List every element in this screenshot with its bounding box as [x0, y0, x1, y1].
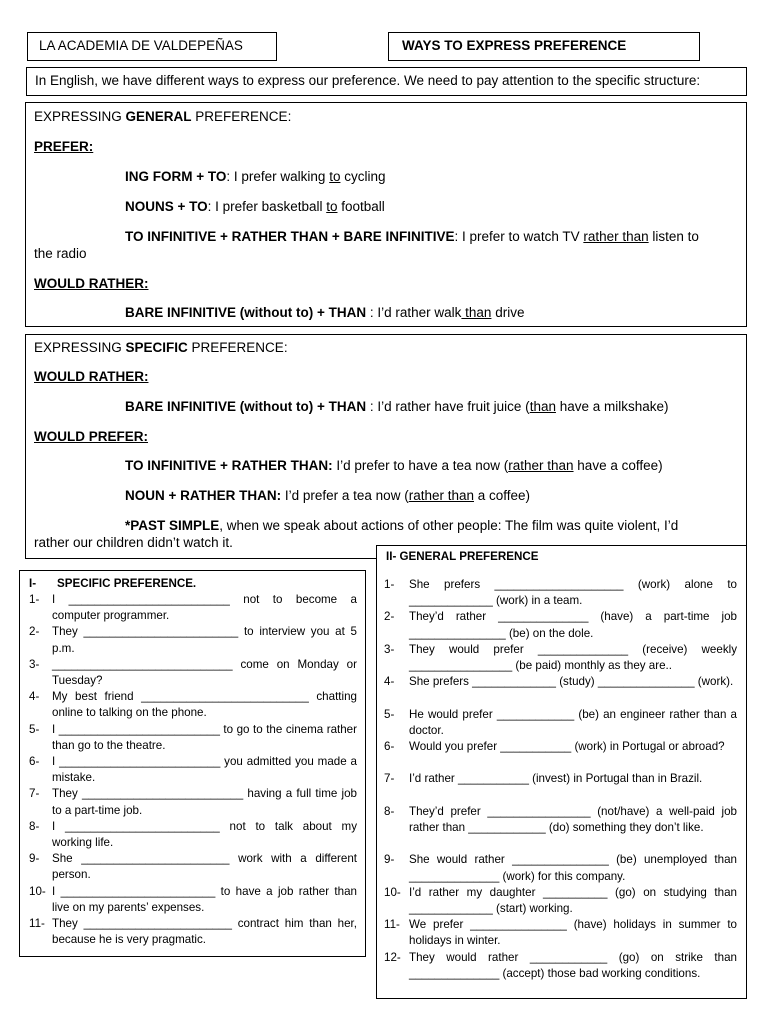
exercise-item-text: She prefers _____________ (study) _______________ (work). — [409, 675, 734, 689]
exercise-item-text: They would rather ____________ (go) on strike than ______________ (accept) those bad working conditions. — [409, 950, 737, 980]
exercise-item-text: They _________________________ having a full time job to a part-time job. — [52, 787, 357, 817]
exercise-item-number: 7- — [384, 772, 395, 786]
exercise-general-title: II- GENERAL PREFERENCE — [386, 550, 539, 563]
specific-bare-rule — [125, 399, 669, 415]
infinitive-underline: rather than — [583, 229, 649, 244]
infinitive-example: : I prefer to watch TV — [454, 229, 584, 244]
exercise-specific-number: I- — [29, 577, 37, 590]
exercise-item-number: 2- — [29, 625, 40, 639]
exercise-item-text: They’d rather ______________ (have) a part-time job _______________ (be) on the dole. — [409, 610, 737, 640]
nouns-example-end: football — [337, 199, 385, 214]
nouns-underline: to — [326, 199, 338, 214]
exercise-item-text: I _________________________ to go to the cinema rather than go to the theatre. — [52, 722, 357, 752]
exercise-item-text: I’d rather ___________ (invest) in Portugal than in Brazil. — [409, 772, 703, 786]
infinitive-example-end: listen to — [648, 229, 699, 244]
nouns-rule — [125, 199, 385, 215]
exercise-item-number: 1- — [384, 578, 395, 591]
infinitive-label: TO INFINITIVE + RATHER THAN + BARE INFINITIVE — [125, 229, 455, 244]
bare-infinitive-underline: than — [461, 305, 492, 320]
bare-infinitive-label: BARE INFINITIVE (without to) + THAN — [125, 305, 367, 320]
nouns-label: NOUNS + TO — [125, 199, 208, 214]
prefer-heading: PREFER: — [34, 139, 94, 154]
exercise-item-text: My best friend __________________________ chatting online to talking on the phone. — [52, 690, 357, 720]
ing-form-example: : I prefer walking — [226, 169, 330, 184]
specific-bare-example-end: have a milkshake) — [555, 399, 669, 414]
past-simple-rule — [125, 518, 678, 534]
specific-infinitive-underline: rather than — [508, 458, 574, 473]
specific-infinitive-example: I’d prefer to have a tea now ( — [332, 458, 509, 473]
exercise-item-number: 12- — [384, 950, 401, 964]
exercise-item-number: 8- — [29, 819, 40, 833]
exercise-general-box — [376, 545, 747, 999]
past-simple-label: *PAST SIMPLE — [125, 518, 220, 533]
exercise-item-text: They’d prefer ________________ (not/have) a well-paid job rather than ____________ (do) something they don’t like. — [409, 804, 737, 834]
exercise-item-number: 5- — [384, 707, 395, 721]
specific-infinitive-rule — [125, 458, 663, 474]
past-simple-example-continued: rather our children didn’t watch it. — [34, 535, 233, 550]
general-title — [34, 109, 291, 125]
specific-title — [34, 340, 288, 356]
ing-form-rule — [125, 169, 385, 185]
exercise-item-number: 10- — [384, 885, 401, 899]
ing-form-example-end: cycling — [340, 169, 386, 184]
nouns-example: : I prefer basketball — [207, 199, 327, 214]
exercise-specific-box — [19, 570, 366, 957]
specific-bare-underline: than — [529, 399, 556, 414]
specific-would-rather-heading: WOULD RATHER: — [34, 369, 149, 384]
exercise-item-number: 9- — [29, 852, 40, 866]
exercise-item-number: 2- — [384, 610, 395, 624]
school-name: LA ACADEMIA DE VALDEPEÑAS — [39, 38, 243, 53]
bare-infinitive-example-end: drive — [491, 305, 525, 320]
specific-title-prefix: EXPRESSING — [34, 340, 126, 355]
exercise-item-text: They _______________________ contract him than her, because he is very pragmatic. — [52, 917, 357, 947]
exercise-specific-title: SPECIFIC PREFERENCE. — [57, 577, 197, 590]
exercise-item-number: 9- — [384, 853, 395, 867]
school-name-box — [27, 32, 277, 61]
noun-rather-underline: rather than — [408, 488, 474, 503]
specific-bare-example: : I’d rather have fruit juice ( — [366, 399, 530, 414]
specific-title-bold: SPECIFIC — [125, 340, 188, 355]
specific-infinitive-label: TO INFINITIVE + RATHER THAN: — [125, 458, 333, 473]
exercise-item-text: I’d rather my daughter __________ (go) on studying than _____________ (start) working. — [409, 885, 737, 915]
specific-infinitive-example-end: have a coffee) — [573, 458, 663, 473]
exercise-item-number: 4- — [384, 675, 395, 689]
noun-rather-label: NOUN + RATHER THAN: — [125, 488, 282, 503]
general-preference-box — [25, 102, 747, 327]
would-rather-heading: WOULD RATHER: — [34, 276, 149, 291]
exercise-item-number: 4- — [29, 690, 40, 704]
exercise-item-number: 8- — [384, 804, 395, 818]
exercise-item-text: Would you prefer ___________ (work) in Portugal or abroad? — [409, 740, 725, 753]
would-prefer-heading: WOULD PREFER: — [34, 429, 148, 444]
exercise-item-text: I ________________________ to have a job rather than live on my parents’ expenses. — [52, 884, 357, 914]
exercise-item-number: 7- — [29, 787, 40, 801]
exercise-item-number: 3- — [29, 657, 40, 671]
bare-infinitive-example: : I’d rather walk — [366, 305, 462, 320]
exercise-item-text: She would rather _______________ (be) unemployed than ______________ (work) for this company. — [409, 853, 737, 883]
exercise-item-number: 3- — [384, 642, 395, 656]
exercise-item-text: We prefer _______________ (have) holidays in summer to holidays in winter. — [409, 918, 737, 948]
intro-box — [26, 67, 747, 96]
general-title-suffix: PREFERENCE: — [191, 109, 292, 124]
bare-infinitive-rule — [125, 305, 524, 321]
exercise-item-text: She _______________________ work with a different person. — [52, 852, 357, 882]
exercise-item-number: 6- — [384, 740, 395, 753]
exercise-item-text: She prefers ____________________ (work) alone to _____________ (work) in a team. — [409, 578, 737, 608]
topic-title-box — [388, 32, 700, 61]
exercise-item-number: 5- — [29, 722, 40, 736]
exercise-item-number: 10- — [29, 884, 46, 898]
ing-form-label: ING FORM + TO — [125, 169, 227, 184]
general-title-prefix: EXPRESSING — [34, 109, 126, 124]
noun-rather-example: I’d prefer a tea now ( — [281, 488, 409, 503]
specific-title-suffix: PREFERENCE: — [187, 340, 288, 355]
exercise-item-number: 1- — [29, 593, 40, 606]
past-simple-text: , when we speak about actions of other people: — [219, 518, 505, 533]
infinitive-rule-continued: the radio — [34, 246, 87, 261]
exercise-item-text: I _________________________ you admitted you made a mistake. — [52, 755, 357, 785]
exercise-item-number: 11- — [29, 917, 45, 930]
exercise-item-text: I ________________________ not to talk about my working life. — [52, 819, 357, 849]
infinitive-rule — [125, 229, 699, 245]
general-title-bold: GENERAL — [125, 109, 192, 124]
specific-bare-label: BARE INFINITIVE (without to) + THAN — [125, 399, 367, 414]
exercise-item-text: I _________________________ not to become a computer programmer. — [52, 593, 357, 623]
exercise-item-text: They would prefer ______________ (receive) weekly ________________ (be paid) monthly as they are.. — [409, 642, 737, 672]
noun-rather-example-end: a coffee) — [474, 488, 531, 503]
exercise-item-text: They ________________________ to interview you at 5 p.m. — [52, 625, 357, 655]
ing-form-underline: to — [329, 169, 341, 184]
past-simple-example: The film was quite violent, I’d — [504, 518, 679, 533]
exercise-item-text: ____________________________ come on Monday or Tuesday? — [52, 657, 357, 687]
intro-text: In English, we have different ways to express our preference. We need to pay attention to the specific structure: — [35, 73, 701, 88]
exercise-item-text: He would prefer ____________ (be) an engineer rather than a doctor. — [409, 707, 737, 737]
exercise-item-number: 11- — [384, 918, 400, 932]
topic-title: WAYS TO EXPRESS PREFERENCE — [402, 38, 627, 53]
exercise-item-number: 6- — [29, 755, 40, 768]
specific-preference-box — [25, 334, 747, 559]
noun-rather-rule — [125, 488, 530, 504]
